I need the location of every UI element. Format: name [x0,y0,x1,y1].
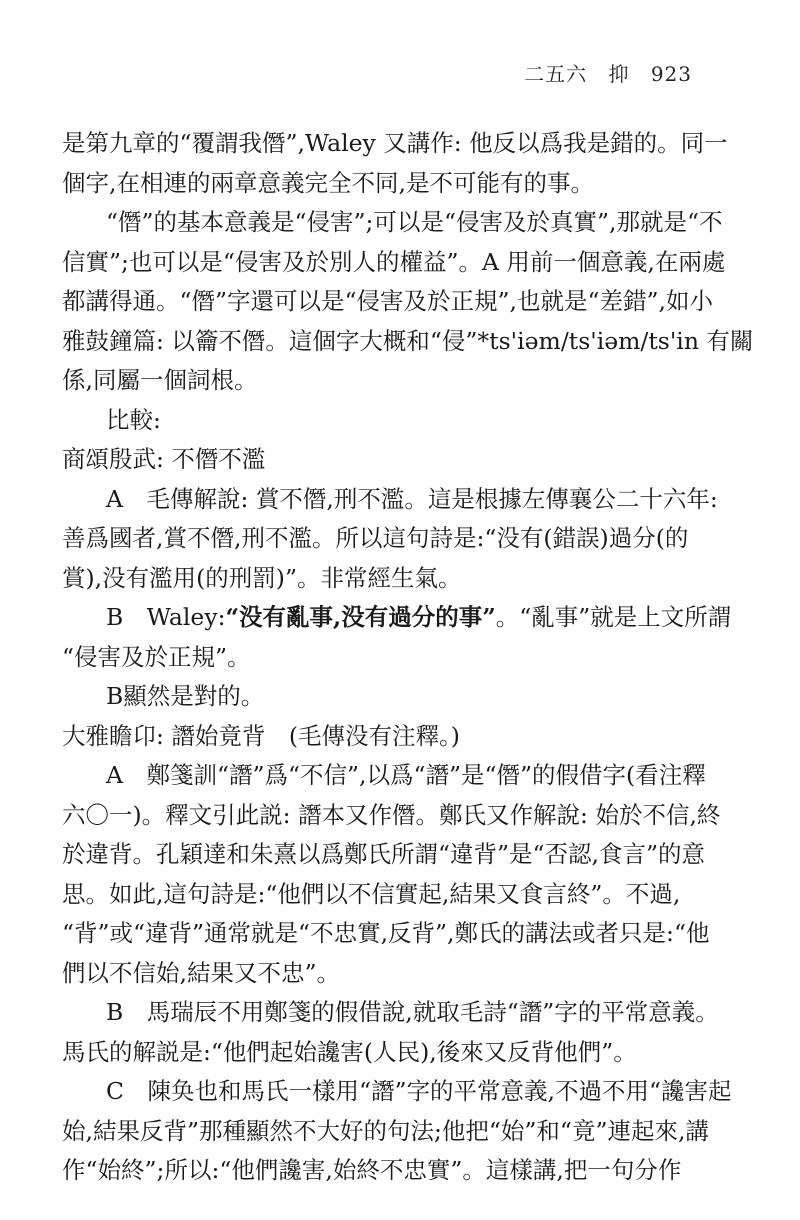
page-number: 923 [650,62,692,86]
text-line [62,835,706,875]
text-line [62,638,702,678]
text-line-content: A 毛傳解說: 賞不僭,刑不濫。這是根據左傳襄公二十六年: [106,484,718,513]
text-line [62,401,702,441]
text-line [62,677,702,717]
text-line [62,993,719,1033]
text-line [62,1151,702,1191]
text-line [62,243,726,283]
text-line [62,361,702,401]
text-line [62,1072,732,1112]
text-line [62,282,714,322]
text-line-content: A 鄭箋訓“譖”爲“不信”,以爲“譖”是“僭”的假借字(看注釋 [106,761,706,789]
text-line-content: 善爲國者,賞不僭,刑不濫。所以這句詩是:“没有(錯誤)過分(的 [62,524,689,552]
text-line [62,1112,709,1152]
text-line-content: B Waley: [106,603,226,631]
running-header [510,58,692,87]
text-line-content: 於違背。孔穎達和朱熹以爲鄭氏所謂“違背”是“否認,食言”的意 [62,840,706,868]
text-line [62,164,702,204]
text-line [62,1033,702,1073]
text-line [62,519,702,559]
text-line-content: 賞),没有濫用(的刑罰)”。非常經生氣。 [62,563,462,592]
text-line-content: C 陳奂也和馬氏一樣用“譖”字的平常意義,不過不用“讒害起 [106,1077,732,1105]
text-line-content: B顯然是對的。 [106,682,265,710]
header-title: 抑 [608,62,630,86]
text-line [62,440,702,480]
header-section-number: 二五六 [524,62,588,86]
text-line [62,598,732,638]
text-line-content: 個字,在相連的兩章意義完全不同,是不可能有的事。 [62,168,594,197]
text-line-content: 作“始終”;所以:“他們讒害,始終不忠實”。這樣講,把一句分作 [62,1156,682,1184]
text-line [62,954,702,994]
text-line [62,203,723,243]
text-line-content: 係,同屬一個詞根。 [62,366,258,394]
text-line [62,796,721,836]
text-line-content: 信實”;也可以是“侵害及於別人的權益”。A 用前一個意義,在兩處 [62,247,726,276]
text-line-content: “侵害及於正規”。 [62,642,251,671]
text-line-content: 大雅瞻卬: 譖始竟背 (毛傳没有注釋。) [62,721,460,750]
text-line-content: 六〇一)。釋文引此説: 譖本又作僭。鄭氏又作解說: 始於不信,終 [62,800,721,829]
text-line-content: B 馬瑞辰不用鄭箋的假借說,就取毛詩“譖”字的平常意義。 [106,998,719,1026]
text-line-content: 是第九章的“覆謂我僭”,Waley 又講作: 他反以爲我是錯的。同一 [62,129,728,157]
text-line-content: 比較: [106,405,161,434]
text-line-content: 雅鼓鐘篇: 以籥不僭。這個字大概和“侵”*ts'iəm/ts'iəm/ts'in 有關 [62,326,754,355]
text-line-content: 們以不信始,結果又不忠”。 [62,958,340,987]
text-line [62,756,706,796]
text-line-content: 始,結果反背”那種顯然不大好的句法;他把“始”和“竟”連起來,講 [62,1116,709,1145]
bold-quote: “没有亂事,没有過分的事” [225,603,496,631]
text-line-content: 馬氏的解説是:“他們起始讒害(人民),後來又反背他們”。 [62,1037,637,1066]
text-line-content: 商頌殷武: 不僭不濫 [62,445,266,473]
text-line [62,914,710,954]
text-line-content: “背”或“違背”通常就是“不忠實,反背”,鄭氏的講法或者只是:“他 [62,919,710,947]
text-line-content: 都講得通。“僭”字還可以是“侵害及於正規”,也就是“差錯”,如小 [62,287,714,315]
text-line-continuation: 。“亂事”就是上文所謂 [495,603,732,631]
text-line [62,559,702,599]
text-line-content: “僭”的基本意義是“侵害”;可以是“侵害及於真實”,那就是“不 [106,208,723,236]
text-line [62,480,718,520]
text-line-content: 思。如此,這句詩是:“他們以不信實起,結果又食言終”。不過, [62,879,681,908]
text-line [62,322,754,362]
text-line [62,717,702,757]
text-line [62,124,728,164]
page-body [62,124,754,1191]
text-line [62,875,702,915]
